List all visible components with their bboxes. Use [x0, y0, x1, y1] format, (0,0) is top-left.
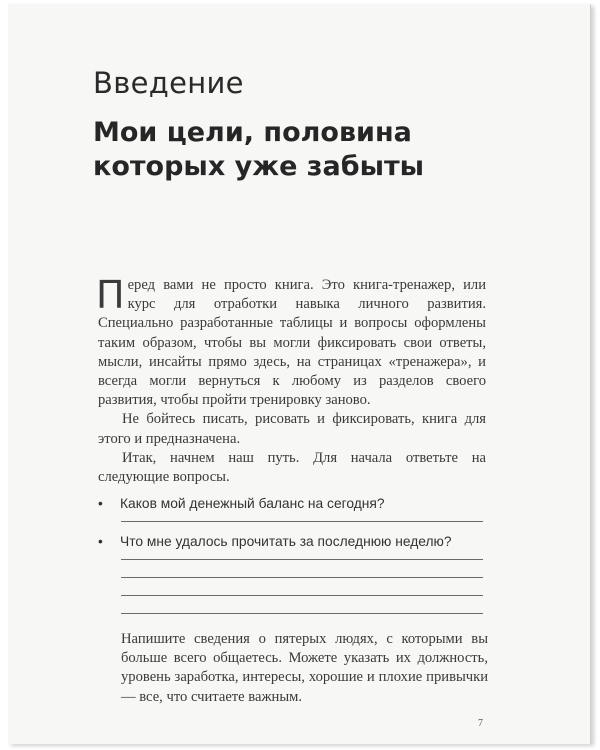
chapter-label: Введение [93, 66, 244, 100]
answer-line-4[interactable] [121, 595, 483, 596]
title-line-1: Мои цели, половина [93, 117, 412, 148]
answer-line-1[interactable] [121, 521, 483, 522]
question-2-text: Что мне удалось прочитать за последнюю неделю? [120, 534, 452, 549]
title-line-2: которых уже забыты [93, 151, 425, 182]
question-1-text: Каков мой денежный баланс на сегодня? [120, 496, 385, 511]
answer-line-5[interactable] [121, 613, 483, 614]
bullet-icon: • [98, 496, 103, 511]
drop-cap: П [96, 273, 125, 317]
intro-paragraph-2: Не бойтесь писать, рисовать и фиксировать, книга для этого и предназначена. [98, 411, 486, 447]
closing-text [121, 630, 488, 707]
answer-line-3[interactable] [121, 577, 483, 578]
intro-text [96, 273, 486, 487]
closing-paragraph: Напишите сведения о пятерых людях, с которыми вы больше всего общаетесь. Можете указать их должность, уровень заработка, интересы, хорошие и плохие привычки — все, что считаете важным. [121, 631, 488, 705]
intro-paragraph-3: Итак, начнем наш путь. Для начала ответьте на следующие вопросы. [98, 449, 486, 486]
page-title [93, 116, 513, 184]
answer-line-2[interactable] [121, 559, 483, 560]
intro-paragraph-1 [96, 273, 486, 410]
page-number: 7 [478, 718, 483, 729]
bullet-icon: • [98, 534, 103, 549]
intro-paragraph-1-text: еред вами не просто книга. Это книга-тренажер, или курс для отработки навыка личного развития. Специально разработанные таблицы и вопросы оформлены таким образом, чтобы вы могли фиксировать свои ответы, мысли, инсайты прямо здесь, на страницах «тренажера», и всегда могли вернуться к любому из разделов своего развития, чтобы пройти тренировку заново. [98, 277, 486, 409]
